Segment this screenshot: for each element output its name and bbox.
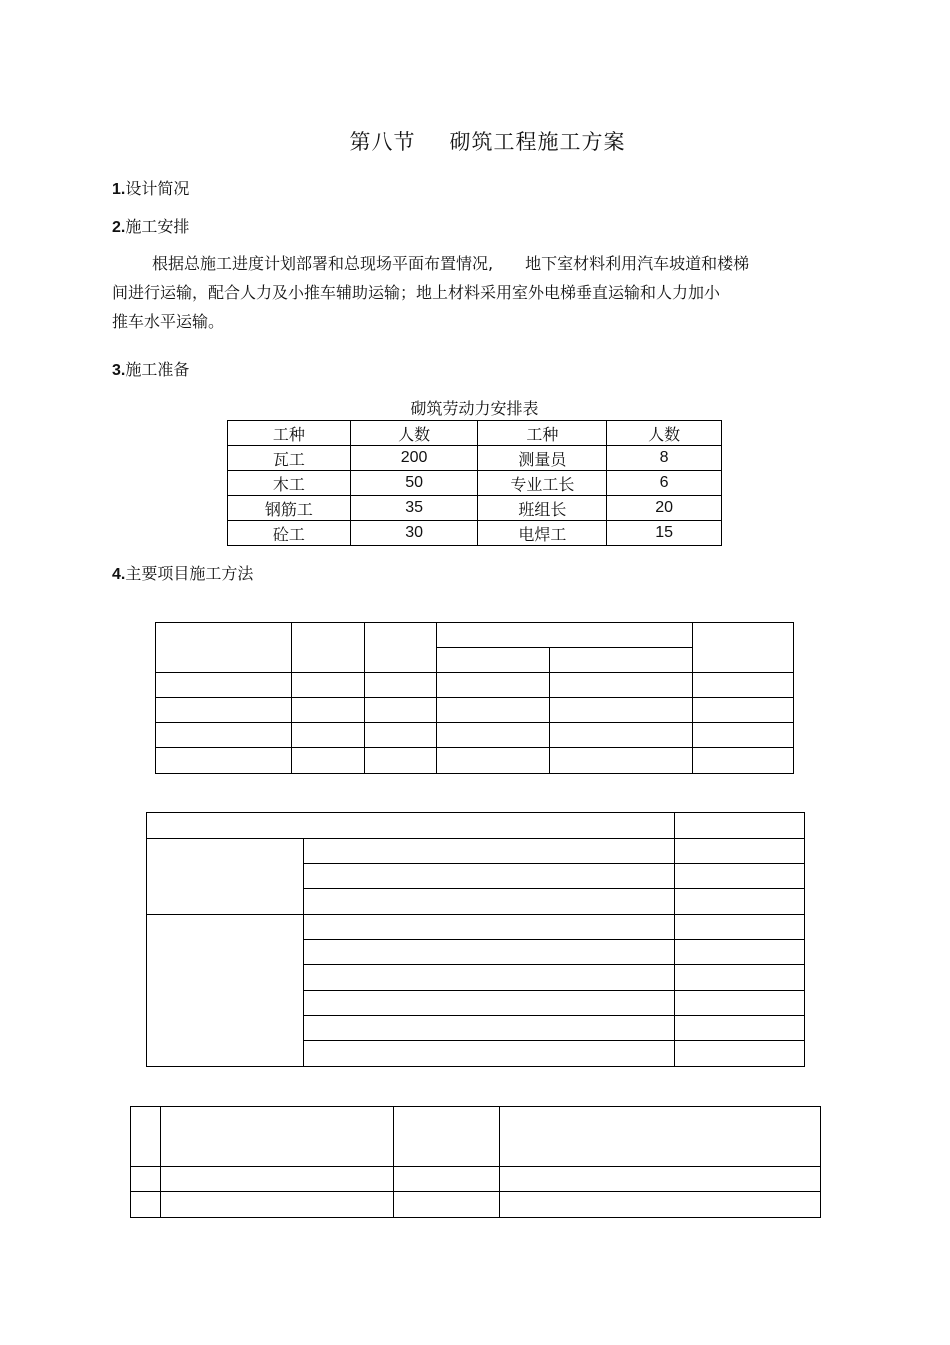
trade-cell: 班组长: [478, 496, 607, 521]
table-row: [156, 723, 794, 748]
table-cell: [436, 623, 693, 648]
table-cell: [147, 813, 675, 839]
table-cell: [675, 839, 805, 864]
table-cell: [693, 623, 794, 673]
table-row: [228, 471, 722, 496]
table-row: [156, 748, 794, 774]
table-cell: [291, 673, 364, 698]
table-cell: [693, 723, 794, 748]
table-cell: [291, 623, 364, 673]
table-cell: [675, 1016, 805, 1041]
table-cell: [291, 748, 364, 774]
table-cell: [364, 723, 436, 748]
table-row: [147, 813, 805, 839]
count-cell: 15: [607, 521, 722, 546]
arrangement-paragraph: [112, 249, 832, 336]
empty-table-2: [146, 812, 805, 1067]
table-cell: [675, 991, 805, 1016]
table-cell: [364, 748, 436, 774]
table-cell: [303, 889, 674, 915]
table-cell: [131, 1192, 161, 1218]
table-cell: [675, 813, 805, 839]
count-cell: 200: [350, 446, 478, 471]
table-cell: [160, 1192, 393, 1218]
header-cell: 工种: [228, 421, 351, 446]
table-cell: [436, 648, 550, 673]
trade-cell: 砼工: [228, 521, 351, 546]
table-row: [228, 521, 722, 546]
trade-cell: 钢筋工: [228, 496, 351, 521]
heading-construction-preparation: 3.施工准备: [112, 360, 190, 379]
table-cell: [436, 673, 550, 698]
trade-cell: 测量员: [478, 446, 607, 471]
table-cell: [693, 698, 794, 723]
table-row: [228, 446, 722, 471]
empty-table-3: [130, 1106, 821, 1218]
table-row: [228, 496, 722, 521]
labor-table: [227, 420, 722, 546]
empty-table-1: [155, 622, 794, 774]
paragraph-line-3: 推车水平运输。: [112, 312, 225, 331]
table-cell: [364, 623, 436, 673]
trade-cell: 瓦工: [228, 446, 351, 471]
table-cell: [550, 723, 693, 748]
table-cell: [156, 748, 292, 774]
table-row: [147, 839, 805, 864]
table-cell: [693, 673, 794, 698]
table-cell: [675, 940, 805, 965]
table-cell: [675, 965, 805, 991]
table-row: [131, 1192, 821, 1218]
trade-cell: 专业工长: [478, 471, 607, 496]
table-cell: [500, 1192, 821, 1218]
table-cell: [500, 1107, 821, 1167]
table-cell: [160, 1167, 393, 1192]
heading-main-methods: 4.主要项目施工方法: [112, 564, 254, 583]
labor-table-caption: 砌筑劳动力安排表: [410, 399, 539, 418]
section-number: 第八节: [349, 130, 416, 154]
table-cell: [303, 991, 674, 1016]
table-cell: [291, 698, 364, 723]
table-cell: [303, 915, 674, 940]
table-cell: [675, 915, 805, 940]
page-title: [0, 126, 950, 156]
table-row: [147, 915, 805, 940]
table-cell: [291, 723, 364, 748]
table-cell: [393, 1192, 500, 1218]
section-name: 砌筑工程施工方案: [449, 130, 626, 154]
table-cell: [303, 1041, 674, 1067]
count-cell: 8: [607, 446, 722, 471]
trade-cell: 木工: [228, 471, 351, 496]
table-row: [131, 1107, 821, 1167]
table-cell: [436, 723, 550, 748]
header-cell: 人数: [607, 421, 722, 446]
table-cell: [303, 1016, 674, 1041]
table-cell: [550, 698, 693, 723]
labor-table-header: [228, 421, 722, 446]
table-cell: [675, 864, 805, 889]
table-cell: [131, 1107, 161, 1167]
count-cell: 35: [350, 496, 478, 521]
table-cell: [693, 748, 794, 774]
header-cell: 工种: [478, 421, 607, 446]
heading-construction-arrangement: 2.施工安排: [112, 217, 190, 236]
table-cell: [550, 748, 693, 774]
table-cell: [500, 1167, 821, 1192]
table-cell: [156, 723, 292, 748]
paragraph-line-1: 根据总施工进度计划部署和总现场平面布置情况, 地下室材料利用汽车坡道和楼梯: [152, 254, 750, 273]
table-cell: [156, 623, 292, 673]
table-cell: [160, 1107, 393, 1167]
header-cell: 人数: [350, 421, 478, 446]
count-cell: 20: [607, 496, 722, 521]
table-cell: [675, 889, 805, 915]
table-cell: [303, 965, 674, 991]
count-cell: 30: [350, 521, 478, 546]
table-cell: [550, 648, 693, 673]
table-cell: [436, 748, 550, 774]
table-cell: [364, 698, 436, 723]
table-cell: [364, 673, 436, 698]
table-cell: [393, 1107, 500, 1167]
table-cell: [393, 1167, 500, 1192]
table-cell: [303, 940, 674, 965]
paragraph-line-2: 间进行运输，配合人力及小推车辅助运输；地上材料采用室外电梯垂直运输和人力加小: [112, 283, 721, 302]
table-row: [156, 623, 794, 648]
count-cell: 6: [607, 471, 722, 496]
count-cell: 50: [350, 471, 478, 496]
table-cell: [675, 1041, 805, 1067]
trade-cell: 电焊工: [478, 521, 607, 546]
table-cell: [156, 673, 292, 698]
table-row: [131, 1167, 821, 1192]
table-row: [156, 673, 794, 698]
heading-design-overview: 1.设计简况: [112, 179, 190, 198]
table-cell: [436, 698, 550, 723]
table-cell: [156, 698, 292, 723]
table-cell: [131, 1167, 161, 1192]
table-cell: [303, 839, 674, 864]
table-cell: [550, 673, 693, 698]
group-cell: [147, 839, 304, 915]
table-row: [156, 698, 794, 723]
table-cell: [303, 864, 674, 889]
group-cell: [147, 915, 304, 1067]
